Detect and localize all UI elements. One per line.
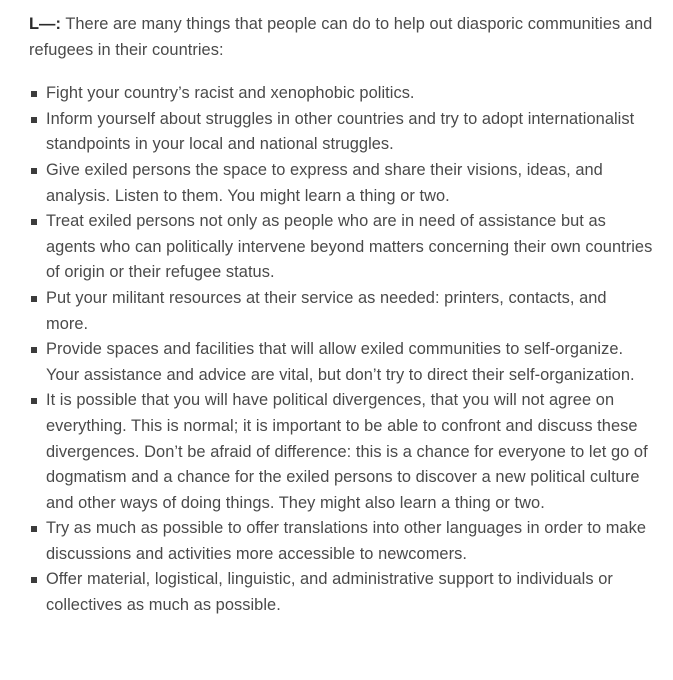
bullet-icon	[31, 117, 37, 123]
bullet-list	[29, 81, 653, 618]
list-item-text: Offer material, logistical, linguistic, and administrative support to individuals or collectives as much as possible.	[46, 570, 613, 615]
list-item	[29, 209, 653, 286]
list-item	[29, 286, 653, 337]
bullet-icon	[31, 526, 37, 532]
list-item	[29, 567, 653, 618]
list-item-text: Fight your country’s racist and xenophobic politics.	[46, 84, 415, 103]
intro-text: There are many things that people can do to help out diasporic communities and refugees in their countries:	[29, 15, 653, 59]
intro-paragraph	[29, 12, 653, 63]
list-item-text: Give exiled persons the space to express and share their visions, ideas, and analysis. Listen to them. You might learn a thing or two.	[46, 160, 603, 205]
list-item-text: Inform yourself about struggles in other countries and try to adopt internationalist standpoints in your local and national struggles.	[46, 109, 635, 154]
speaker-label: L—:	[29, 15, 62, 33]
bullet-icon	[31, 219, 37, 225]
bullet-icon	[31, 347, 37, 353]
list-item-text: Put your militant resources at their service as needed: printers, contacts, and more.	[46, 288, 607, 333]
list-item	[29, 388, 653, 516]
list-item-text: Try as much as possible to offer translations into other languages in order to make discussions and activities more accessible to newcomers.	[46, 519, 646, 563]
bullet-icon	[31, 168, 37, 174]
list-item	[29, 107, 653, 158]
list-item	[29, 158, 653, 209]
list-item	[29, 81, 653, 107]
bullet-icon	[31, 296, 37, 302]
list-item	[29, 337, 653, 388]
bullet-icon	[31, 91, 37, 97]
bullet-icon	[31, 577, 37, 583]
bullet-icon	[31, 398, 37, 404]
list-item-text: Provide spaces and facilities that will allow exiled communities to self-organize. Your assistance and advice are vital, but don’t try to direct their self-organization.	[46, 340, 635, 384]
list-item-text: Treat exiled persons not only as people who are in need of assistance but as agents who can politically intervene beyond matters concerning their own countries of origin or their refugee status.	[46, 212, 653, 282]
list-item	[29, 516, 653, 567]
list-item-text: It is possible that you will have political divergences, that you will not agree on everything. This is normal; it is important to be able to confront and discuss these divergences. Don’t be afraid of difference: this is a chance for everyone to let go of dogmatism and a chance for the exiled persons to discover a new political culture and other ways of doing things. They might also learn a thing or two.	[46, 391, 648, 512]
